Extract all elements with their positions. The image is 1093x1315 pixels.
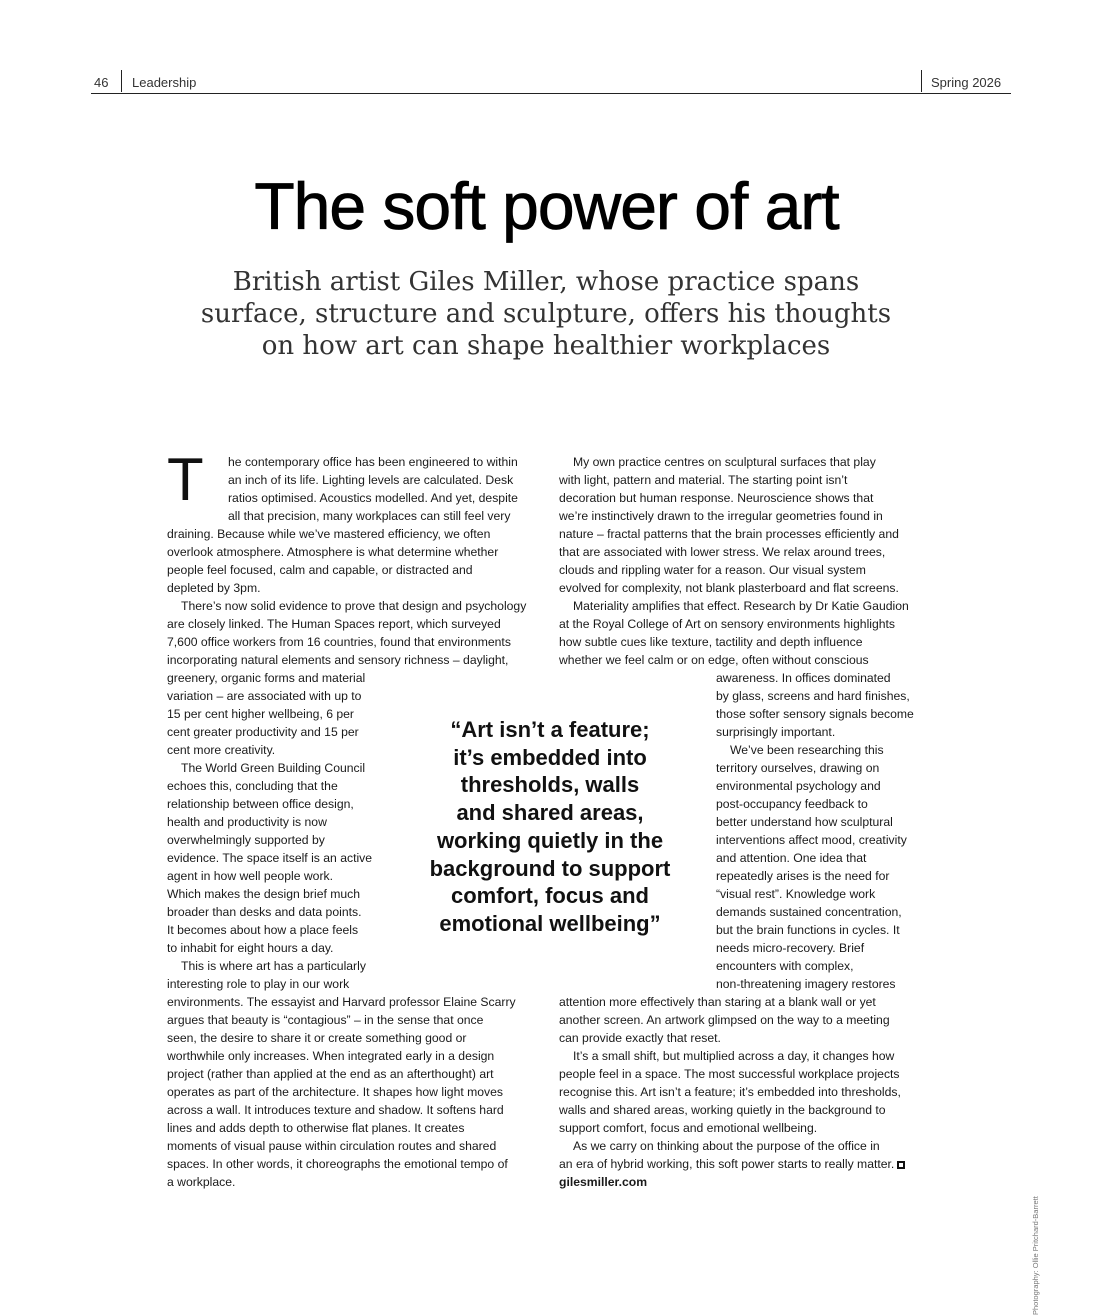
body-text: The World Green Building Council xyxy=(181,761,366,775)
body-text-line xyxy=(167,453,547,471)
body-text-line xyxy=(167,633,547,651)
body-text: It’s a small shift, but multiplied across a day, it changes how xyxy=(573,1049,895,1063)
photo-credit xyxy=(1031,1064,1043,1315)
standfirst-line: on how art can shape healthier workplaces xyxy=(261,331,831,361)
body-text: Which makes the design brief much xyxy=(167,887,361,901)
issue-label: Spring 2026 xyxy=(931,75,1002,90)
body-text-line xyxy=(167,1155,547,1173)
body-text-line xyxy=(559,1011,939,1029)
body-text: people feel focused, calm and capable, or distracted and xyxy=(167,563,473,577)
drop-cap: T xyxy=(167,446,204,513)
body-text: My own practice centres on sculptural surfaces that play xyxy=(573,455,876,469)
body-text-line xyxy=(559,1065,939,1083)
body-text: incorporating natural elements and sensory richness – daylight, xyxy=(167,653,509,667)
pull-quote xyxy=(408,716,692,938)
running-header xyxy=(91,70,1011,94)
body-text: those softer sensory signals become xyxy=(716,707,914,721)
body-text: with light, pattern and material. The starting point isn’t xyxy=(559,473,848,487)
body-text-line xyxy=(167,543,547,561)
body-text-line xyxy=(167,957,547,975)
body-text: draining. Because while we’ve mastered efficiency, we often xyxy=(167,527,491,541)
body-text-line xyxy=(167,1101,547,1119)
body-text: 7,600 office workers from 16 countries, found that environments xyxy=(167,635,511,649)
body-text: environments. The essayist and Harvard professor Elaine Scarry xyxy=(167,995,516,1009)
body-text: broader than desks and data points. xyxy=(167,905,362,919)
body-text: awareness. In offices dominated xyxy=(716,671,891,685)
standfirst-line: surface, structure and sculpture, offers his thoughts xyxy=(200,299,892,329)
body-text-line xyxy=(167,525,547,543)
body-text: overwhelmingly supported by xyxy=(167,833,325,847)
standfirst-line: British artist Giles Miller, whose practice spans xyxy=(232,267,860,297)
photo-credit-text: Photography: Ollie Pritchard-Barrett xyxy=(1031,1196,1040,1315)
article-title: The soft power of art xyxy=(254,169,839,243)
body-text-line xyxy=(559,975,939,993)
body-text: moments of visual pause within circulation routes and shared xyxy=(167,1139,497,1153)
body-text: walls and shared areas, working quietly in the background to xyxy=(559,1103,886,1117)
body-text-line xyxy=(167,1173,547,1191)
body-text: decoration but human response. Neuroscience shows that xyxy=(559,491,874,505)
section-label: Leadership xyxy=(132,75,197,90)
body-text: attention more effectively than staring at a blank wall or yet xyxy=(559,995,876,1009)
body-text-line xyxy=(167,1137,547,1155)
body-text: post-occupancy feedback to xyxy=(716,797,868,811)
body-text-line xyxy=(559,1137,939,1155)
body-text: environmental psychology and xyxy=(716,779,881,793)
body-text: health and productivity is now xyxy=(167,815,327,829)
body-text: worthwhile only increases. When integrated early in a design xyxy=(167,1049,495,1063)
body-text-line xyxy=(559,525,939,543)
pull-quote-line: comfort, focus and xyxy=(450,883,649,909)
body-text-line xyxy=(559,1101,939,1119)
body-text-line xyxy=(559,651,939,669)
body-text: another screen. An artwork glimpsed on the way to a meeting xyxy=(559,1013,890,1027)
body-text: needs micro-recovery. Brief xyxy=(716,941,865,955)
body-text: cent more creativity. xyxy=(167,743,276,757)
body-text: recognise this. Art isn’t a feature; it’s embedded into thresholds, xyxy=(559,1085,901,1099)
body-text-line xyxy=(559,489,939,507)
body-text-line xyxy=(559,669,939,687)
header-divider xyxy=(121,70,122,92)
body-text: greenery, organic forms and material xyxy=(167,671,366,685)
body-text-line xyxy=(559,507,939,525)
body-text: nature – fractal patterns that the brain processes efficiently and xyxy=(559,527,899,541)
body-text-line xyxy=(167,561,547,579)
body-text: we’re instinctively drawn to the irregular geometries found in xyxy=(559,509,883,523)
body-text: argues that beauty is “contagious” – in the sense that once xyxy=(167,1013,484,1027)
body-text: relationship between office design, xyxy=(167,797,354,811)
body-text: interventions affect mood, creativity xyxy=(716,833,907,847)
body-text-line xyxy=(167,1029,547,1047)
body-text: “visual rest”. Knowledge work xyxy=(716,887,876,901)
end-mark-icon xyxy=(897,1161,905,1169)
body-text-line xyxy=(167,507,547,525)
body-text-line xyxy=(167,669,547,687)
body-text: across a wall. It introduces texture and shadow. It softens hard xyxy=(167,1103,504,1117)
body-text: We’ve been researching this xyxy=(730,743,884,757)
body-text-line xyxy=(167,471,547,489)
body-text-line xyxy=(559,471,939,489)
body-text: interesting role to play in our work xyxy=(167,977,350,991)
pull-quote-line: thresholds, walls xyxy=(460,772,640,798)
body-text: evolved for complexity, not blank plasterboard and flat screens. xyxy=(559,581,899,595)
body-text-line xyxy=(167,939,547,957)
body-text: all that precision, many workplaces can still feel very xyxy=(228,509,511,523)
body-text: depleted by 3pm. xyxy=(167,581,261,595)
body-text: There’s now solid evidence to prove that design and psychology xyxy=(181,599,527,613)
body-text-line xyxy=(167,993,547,1011)
body-text: a workplace. xyxy=(167,1175,236,1189)
body-text-line xyxy=(559,993,939,1011)
body-text: evidence. The space itself is an active xyxy=(167,851,373,865)
header-divider xyxy=(921,70,922,92)
body-text: demands sustained concentration, xyxy=(716,905,902,919)
body-text-line xyxy=(167,615,547,633)
body-text: cent greater productivity and 15 per xyxy=(167,725,359,739)
body-text: support comfort, focus and emotional wellbeing. xyxy=(559,1121,818,1135)
body-text: but the brain functions in cycles. It xyxy=(716,923,900,937)
body-text-line xyxy=(167,579,547,597)
pull-quote-line: “Art isn’t a feature; xyxy=(450,717,650,742)
body-text-line xyxy=(559,453,939,471)
body-text: people feel in a space. The most successful workplace projects xyxy=(559,1067,900,1081)
body-text-line xyxy=(167,651,547,669)
website-link[interactable]: gilesmiller.com xyxy=(559,1175,648,1189)
body-text-line xyxy=(559,561,939,579)
pull-quote-line: working quietly in the xyxy=(436,827,664,853)
body-text: by glass, screens and hard finishes, xyxy=(716,689,910,703)
body-text: encounters with complex, xyxy=(716,959,854,973)
body-text-line xyxy=(559,939,939,957)
body-text: better understand how sculptural xyxy=(716,815,893,829)
body-text: echoes this, concluding that the xyxy=(167,779,338,793)
body-text-line xyxy=(559,633,939,651)
body-text-line xyxy=(167,597,547,615)
body-text-line xyxy=(559,615,939,633)
body-text: overlook atmosphere. Atmosphere is what determine whether xyxy=(167,545,499,559)
body-text: As we carry on thinking about the purpose of the office in xyxy=(573,1139,880,1153)
body-text: agent in how well people work. xyxy=(167,869,333,883)
body-text: at the Royal College of Art on sensory environments highlights xyxy=(559,617,896,631)
body-text: operates as part of the architecture. It shapes how light moves xyxy=(167,1085,504,1099)
body-text: an inch of its life. Lighting levels are calculated. Desk xyxy=(228,473,514,487)
body-text: It becomes about how a place feels xyxy=(167,923,359,937)
body-text: territory ourselves, drawing on xyxy=(716,761,880,775)
body-text-line xyxy=(167,489,547,507)
body-text: and attention. One idea that xyxy=(716,851,867,865)
body-text-line xyxy=(167,1011,547,1029)
body-text: are closely linked. The Human Spaces report, which surveyed xyxy=(167,617,501,631)
body-text: whether we feel calm or on edge, often without conscious xyxy=(559,653,869,667)
body-text: non-threatening imagery restores xyxy=(716,977,896,991)
body-text: can provide exactly that reset. xyxy=(559,1031,721,1045)
body-text: surprisingly important. xyxy=(716,725,836,739)
body-text-line xyxy=(167,687,547,705)
pull-quote-line: and shared areas, xyxy=(456,800,644,826)
body-text: seen, the desire to share it or create something good or xyxy=(167,1031,467,1045)
pull-quote-line: it’s embedded into xyxy=(453,744,647,770)
body-text: to inhabit for eight hours a day. xyxy=(167,941,334,955)
body-text: variation – are associated with up to xyxy=(167,689,362,703)
body-text: clouds and rippling water for a reason. Our visual system xyxy=(559,563,866,577)
body-text-line xyxy=(559,1029,939,1047)
body-text: that are associated with lower stress. We relax around trees, xyxy=(559,545,886,559)
body-text: lines and adds depth to otherwise flat planes. It creates xyxy=(167,1121,465,1135)
body-text: ratios optimised. Acoustics modelled. And yet, despite xyxy=(228,491,518,505)
page-number: 46 xyxy=(94,75,109,90)
body-text: repeatedly arises is the need for xyxy=(716,869,890,883)
body-text: an era of hybrid working, this soft power starts to really matter. xyxy=(559,1157,895,1171)
body-text-line xyxy=(559,1155,939,1173)
body-text-line xyxy=(167,975,547,993)
body-text-line xyxy=(559,687,939,705)
body-text: project (rather than applied at the end as an afterthought) art xyxy=(167,1067,494,1081)
pull-quote-line: emotional wellbeing” xyxy=(439,910,661,936)
body-text-line xyxy=(559,579,939,597)
body-text-line xyxy=(559,1083,939,1101)
body-text-line xyxy=(167,1119,547,1137)
pull-quote-line: background to support xyxy=(429,855,671,881)
body-text: how subtle cues like texture, tactility and depth influence xyxy=(559,635,863,649)
body-text: 15 per cent higher wellbeing, 6 per xyxy=(167,707,354,721)
body-text: spaces. In other words, it choreographs the emotional tempo of xyxy=(167,1157,508,1171)
body-text: Materiality amplifies that effect. Research by Dr Katie Gaudion xyxy=(573,599,909,613)
body-text-line xyxy=(167,1065,547,1083)
body-text-line xyxy=(559,543,939,561)
body-text-line xyxy=(167,1047,547,1065)
body-text-line xyxy=(559,957,939,975)
body-text-line xyxy=(559,597,939,615)
body-text: This is where art has a particularly xyxy=(181,959,366,973)
standfirst xyxy=(146,266,946,362)
body-text: he contemporary office has been engineered to within xyxy=(228,455,518,469)
body-text-line xyxy=(167,1083,547,1101)
body-text-line xyxy=(559,1119,939,1137)
body-text-line xyxy=(559,1047,939,1065)
